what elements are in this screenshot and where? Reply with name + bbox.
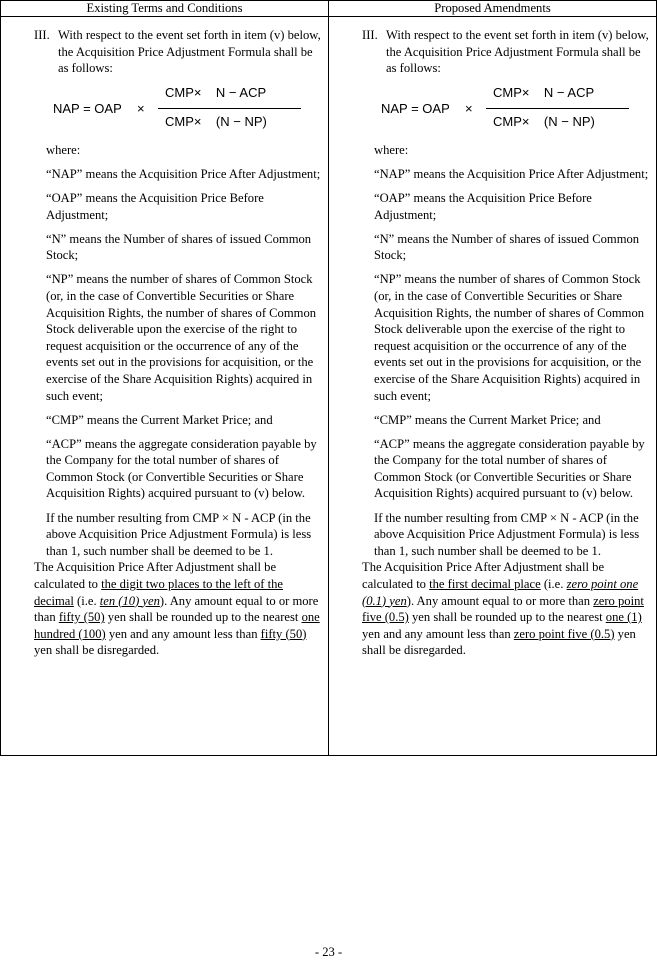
page-number: - 23 -	[314, 945, 343, 959]
underlined-italic-segment: ten (10) yen	[99, 593, 160, 608]
underlined-segment: fifty (50)	[58, 610, 105, 625]
definition-np: “NP” means the number of shares of Common Stock (or, in the case of Convertible Securities or Share Acquisition Rights, the number of shares of Common Stock deliverable upon the exercise of the right to request acquisition or the occurrence of any of the events set out in the provisions for acquisition, or the exercise of the Share Acquisition Rights) acquired in such event;	[46, 272, 317, 403]
if-less-than-one: If the number resulting from CMP × N - ACP (in the above Acquisition Price Adjustment Formula) is less than 1, such number shall be deemed to be 1.	[46, 510, 312, 558]
item-text: With respect to the event set forth in item (v) below, the Acquisition Price Adjustment Formula shall be as follows:	[58, 28, 321, 76]
definition-nap: “NAP” means the Acquisition Price After Adjustment;	[374, 166, 649, 181]
item-number: III.	[362, 28, 378, 42]
item-heading	[34, 27, 324, 77]
item-text: With respect to the event set forth in item (v) below, the Acquisition Price Adjustment Formula shall be as follows:	[386, 28, 649, 76]
underlined-italic-segment: zero point one (0.1) yen	[362, 576, 639, 608]
text-segment: yen shall be disregarded.	[34, 643, 160, 658]
text-segment: ). Any amount equal to or more than	[406, 593, 594, 608]
where-label: where:	[46, 142, 81, 157]
formula-numerator: CMP× N − ACP	[493, 84, 595, 100]
text-segment: yen shall be rounded up to the nearest	[104, 610, 302, 625]
where-label: where:	[374, 142, 409, 157]
definition-n: “N” means the Number of shares of issued Common Stock;	[374, 231, 640, 263]
existing-column	[34, 27, 324, 659]
if-less-than-one: If the number resulting from CMP × N - ACP (in the above Acquisition Price Adjustment Formula) is less than 1, such number shall be deemed to be 1.	[374, 510, 640, 558]
adjustment-formula	[379, 85, 652, 133]
definition-n: “N” means the Number of shares of issued Common Stock;	[46, 231, 312, 263]
underlined-segment: zero point five (0.5)	[362, 593, 644, 625]
formula-lhs: NAP = OAP	[381, 100, 450, 116]
text-segment: yen and any amount less than	[362, 626, 514, 641]
rounding-paragraph	[362, 559, 652, 659]
formula-numerator: CMP× N − ACP	[165, 84, 267, 100]
underlined-segment: fifty (50)	[260, 626, 307, 641]
definition-nap: “NAP” means the Acquisition Price After Adjustment;	[46, 166, 321, 181]
definition-oap: “OAP” means the Acquisition Price Before Adjustment;	[46, 190, 264, 222]
text-segment: The Acquisition Price After Adjustment shall be calculated to	[362, 560, 605, 591]
fraction-line	[158, 108, 301, 109]
definition-cmp: “CMP” means the Current Market Price; and	[374, 412, 601, 427]
formula-lhs: NAP = OAP	[53, 100, 122, 116]
definition-cmp: “CMP” means the Current Market Price; and	[46, 412, 273, 427]
definition-acp: “ACP” means the aggregate consideration payable by the Company for the total number of shares of Common Stock (or Convertible Securities or Share Acquisition Rights) acquired pursuant to (v) below.	[46, 436, 317, 501]
header-existing: Existing Terms and Conditions	[86, 1, 243, 15]
column-divider	[328, 1, 329, 755]
formula-times: ×	[137, 100, 145, 116]
underlined-segment: one (1)	[605, 610, 642, 625]
text-segment: The Acquisition Price After Adjustment shall be calculated to	[34, 560, 277, 591]
underlined-segment: the first decimal place	[429, 576, 541, 591]
text-segment: yen shall be disregarded.	[362, 626, 636, 658]
proposed-column	[362, 27, 652, 659]
definition-np: “NP” means the number of shares of Common Stock (or, in the case of Convertible Securities or Share Acquisition Rights, the number of shares of Common Stock deliverable upon the exercise of the right to request acquisition or the occurrence of any of the events set out in the provisions for acquisition, or the exercise of the Share Acquisition Rights) acquired in such event;	[374, 272, 645, 403]
text-segment: yen shall be rounded up to the nearest	[408, 610, 606, 625]
text-segment: ). Any amount equal to or more than	[34, 593, 319, 625]
definition-acp: “ACP” means the aggregate consideration payable by the Company for the total number of shares of Common Stock (or Convertible Securities or Share Acquisition Rights) acquired pursuant to (v) below.	[374, 436, 645, 501]
formula-times: ×	[465, 100, 473, 116]
fraction-line	[486, 108, 629, 109]
header-proposed: Proposed Amendments	[434, 1, 551, 15]
text-segment: (i.e.	[73, 593, 100, 608]
formula-denominator: CMP× (N − NP)	[493, 113, 595, 129]
underlined-segment: zero point five (0.5)	[513, 626, 615, 641]
text-segment: yen and any amount less than	[105, 626, 261, 641]
underlined-segment: the digit two places to the left of the decimal	[34, 576, 283, 608]
formula-denominator: CMP× (N − NP)	[165, 113, 267, 129]
item-number: III.	[34, 28, 50, 42]
text-segment: (i.e.	[540, 576, 567, 591]
definition-oap: “OAP” means the Acquisition Price Before Adjustment;	[374, 190, 592, 222]
adjustment-formula	[51, 85, 324, 133]
underlined-segment: one hundred (100)	[34, 610, 320, 641]
item-heading	[362, 27, 652, 77]
rounding-paragraph	[34, 559, 324, 659]
